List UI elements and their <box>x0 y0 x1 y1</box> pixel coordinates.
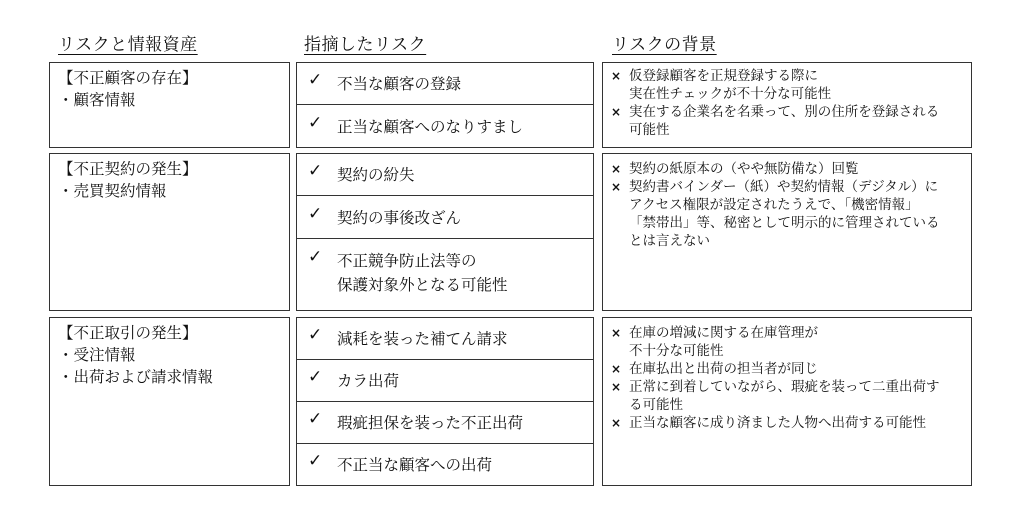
background-item: × 在庫の増減に関する在庫管理が 不十分な可能性 <box>611 325 818 359</box>
check-icon: ✓ <box>308 247 323 267</box>
cross-icon: × <box>611 69 622 83</box>
risk-label: カラ出荷 <box>337 372 400 390</box>
background-item: × 契約の紙原本の（やや無防備な）回覧 <box>611 161 859 177</box>
header-identified-risks: 指摘したリスク <box>304 35 427 55</box>
risk-label: 契約の紛失 <box>337 166 415 184</box>
check-icon: ✓ <box>308 204 323 224</box>
asset-item: ・受注情報 <box>58 346 136 364</box>
check-icon: ✓ <box>308 409 323 429</box>
risk-group-3 <box>296 317 594 486</box>
background-item: × 正常に到着していながら、瑕疵を装って二重出荷す る可能性 <box>611 379 940 413</box>
background-box-3 <box>602 317 972 486</box>
risk-group-1 <box>296 62 594 148</box>
risk-cell <box>296 238 594 311</box>
background-item: × 正当な顧客に成り済ました人物へ出荷する可能性 <box>611 415 926 431</box>
cross-icon: × <box>611 180 622 194</box>
risk-cell <box>296 195 594 239</box>
cross-icon: × <box>611 362 622 376</box>
cross-icon: × <box>611 162 622 176</box>
header-risk-background: リスクの背景 <box>612 35 717 55</box>
asset-box-1 <box>49 62 290 148</box>
background-item: × 実在する企業名を名乗って、別の住所を登録される 可能性 <box>611 104 940 138</box>
check-icon: ✓ <box>308 113 323 133</box>
risk-label: 不正当な顧客への出荷 <box>337 456 493 474</box>
risk-group-2 <box>296 153 594 311</box>
check-icon: ✓ <box>308 70 323 90</box>
risk-label: 正当な顧客へのなりすまし <box>337 118 524 136</box>
risk-label: 減耗を装った補てん請求 <box>337 330 508 348</box>
cross-icon: × <box>611 326 622 340</box>
check-icon: ✓ <box>308 325 323 345</box>
asset-item: ・売買契約情報 <box>58 182 167 200</box>
risk-cell <box>296 401 594 444</box>
cross-icon: × <box>611 416 622 430</box>
risk-cell <box>296 359 594 402</box>
risk-cell <box>296 62 594 105</box>
check-icon: ✓ <box>308 451 323 471</box>
risk-label: 不当な顧客の登録 <box>337 75 462 93</box>
asset-box-3 <box>49 317 290 486</box>
background-item: × 在庫払出と出荷の担当者が同じ <box>611 361 818 377</box>
risk-cell <box>296 104 594 148</box>
cross-icon: × <box>611 380 622 394</box>
background-box-2 <box>602 153 972 311</box>
background-item: × 仮登録顧客を正規登録する際に 実在性チェックが不十分な可能性 <box>611 68 832 102</box>
risk-label: 瑕疵担保を装った不正出荷 <box>337 414 524 432</box>
asset-title: 【不正顧客の存在】 <box>58 69 198 87</box>
check-icon: ✓ <box>308 161 323 181</box>
risk-label: 契約の事後改ざん <box>337 209 462 227</box>
risk-label: 不正競争防止法等の 保護対象外となる可能性 <box>337 252 508 294</box>
background-item: × 契約書バインダー（紙）や契約情報（デジタル）に アクセス権限が設定されたうえで、「機密情報」 「禁帯出」等、秘密として明示的に管理されている とは言えない <box>611 179 940 249</box>
cross-icon: × <box>611 105 622 119</box>
asset-title: 【不正取引の発生】 <box>58 324 198 342</box>
check-icon: ✓ <box>308 367 323 387</box>
risk-cell <box>296 153 594 196</box>
asset-box-2 <box>49 153 290 311</box>
risk-cell <box>296 443 594 486</box>
asset-item: ・出荷および請求情報 <box>58 368 214 386</box>
asset-title: 【不正契約の発生】 <box>58 160 198 178</box>
header-risk-assets: リスクと情報資産 <box>58 35 198 55</box>
risk-cell <box>296 317 594 360</box>
background-box-1 <box>602 62 972 148</box>
asset-item: ・顧客情報 <box>58 91 136 109</box>
